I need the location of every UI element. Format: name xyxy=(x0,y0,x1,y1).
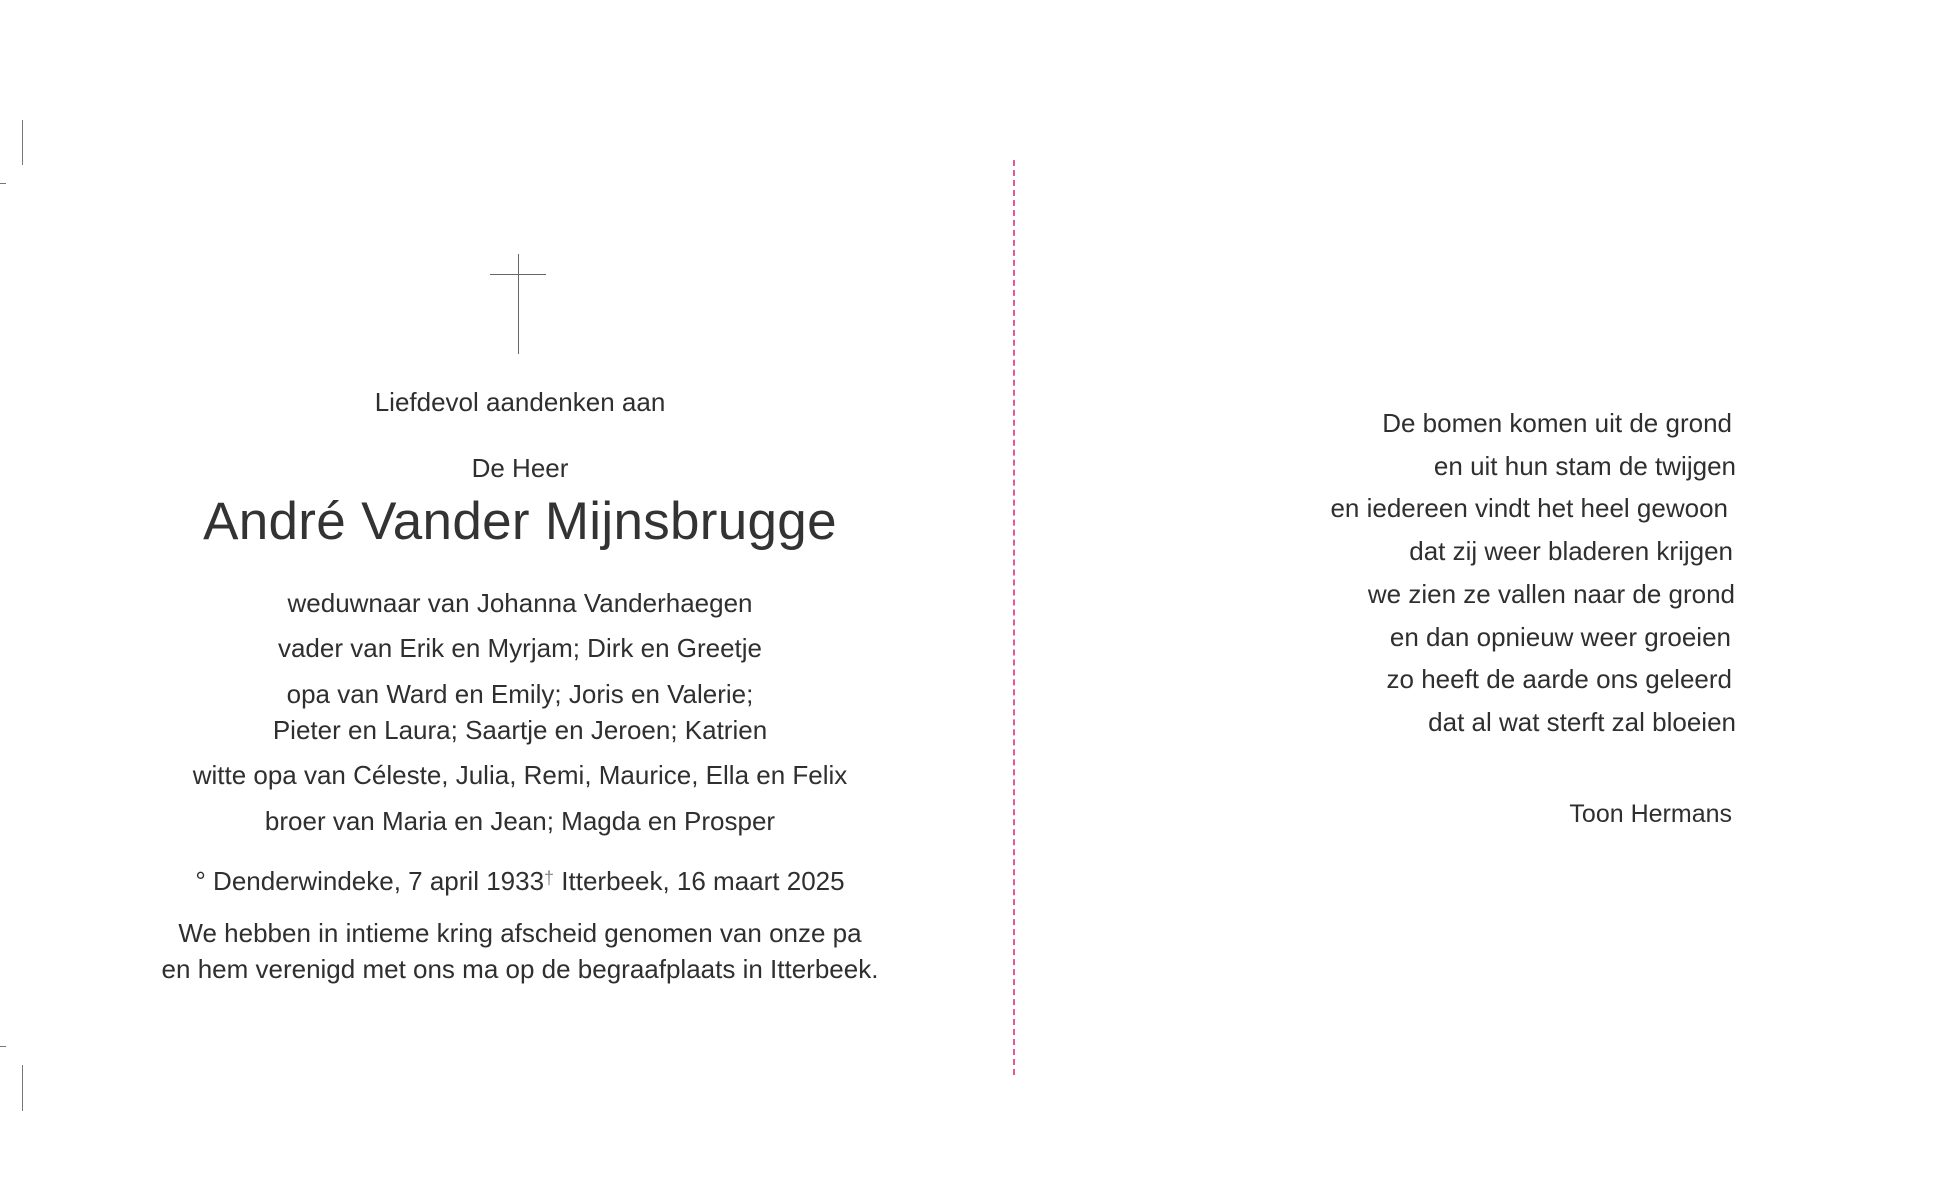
closing-line: en hem verenigd met ons ma op de begraafplaats in Itterbeek. xyxy=(161,954,879,984)
poem-line: dat zij weer bladeren krijgen xyxy=(1409,536,1733,567)
birth-date: ° Denderwindeke, 7 april 1933 xyxy=(195,866,545,896)
poem-line: De bomen komen uit de grond xyxy=(1382,408,1732,438)
crop-mark-top-left xyxy=(22,120,23,165)
closing-line: We hebben in intieme kring afscheid genomen van onze pa xyxy=(178,918,862,948)
relation-line: Pieter en Laura; Saartje en Jeroen; Katrien xyxy=(272,715,768,745)
deceased-name: André Vander Mijnsbrugge xyxy=(203,492,837,551)
poem-line: en uit hun stam de twijgen xyxy=(1433,450,1736,481)
crop-mark-top-left-tick xyxy=(0,183,6,184)
relation-line: broer van Maria en Jean; Magda en Prosper xyxy=(264,806,776,836)
poem-author: Toon Hermans xyxy=(1569,800,1732,828)
poem-line: dat al wat sterft zal bloeien xyxy=(1428,706,1736,737)
title-prefix: De Heer xyxy=(471,453,569,483)
poem xyxy=(1300,402,1736,744)
crop-mark-bottom-left-tick xyxy=(0,1046,6,1047)
relation-line: opa van Ward en Emily; Joris en Valerie; xyxy=(286,679,754,709)
poem-line: en dan opnieuw weer groeien xyxy=(1389,621,1731,652)
relation-line: weduwnaar van Johanna Vanderhaegen xyxy=(287,588,753,618)
poem-line: zo heeft de aarde ons geleerd xyxy=(1386,664,1732,695)
crop-mark-bottom-left xyxy=(22,1065,23,1111)
poem-line: we zien ze vallen naar de grond xyxy=(1367,578,1735,609)
relation-line: vader van Erik en Myrjam; Dirk en Greetje xyxy=(277,633,763,663)
death-date: Itterbeek, 16 maart 2025 xyxy=(554,866,845,896)
life-dates xyxy=(150,860,890,899)
relation-line: witte opa van Céleste, Julia, Remi, Maurice, Ella en Felix xyxy=(192,760,848,790)
dagger-icon: † xyxy=(544,868,555,888)
fold-line xyxy=(1013,160,1015,1075)
card-heading: Liefdevol aandenken aan xyxy=(374,387,666,417)
poem-line: en iedereen vindt het heel gewoon xyxy=(1330,493,1728,524)
